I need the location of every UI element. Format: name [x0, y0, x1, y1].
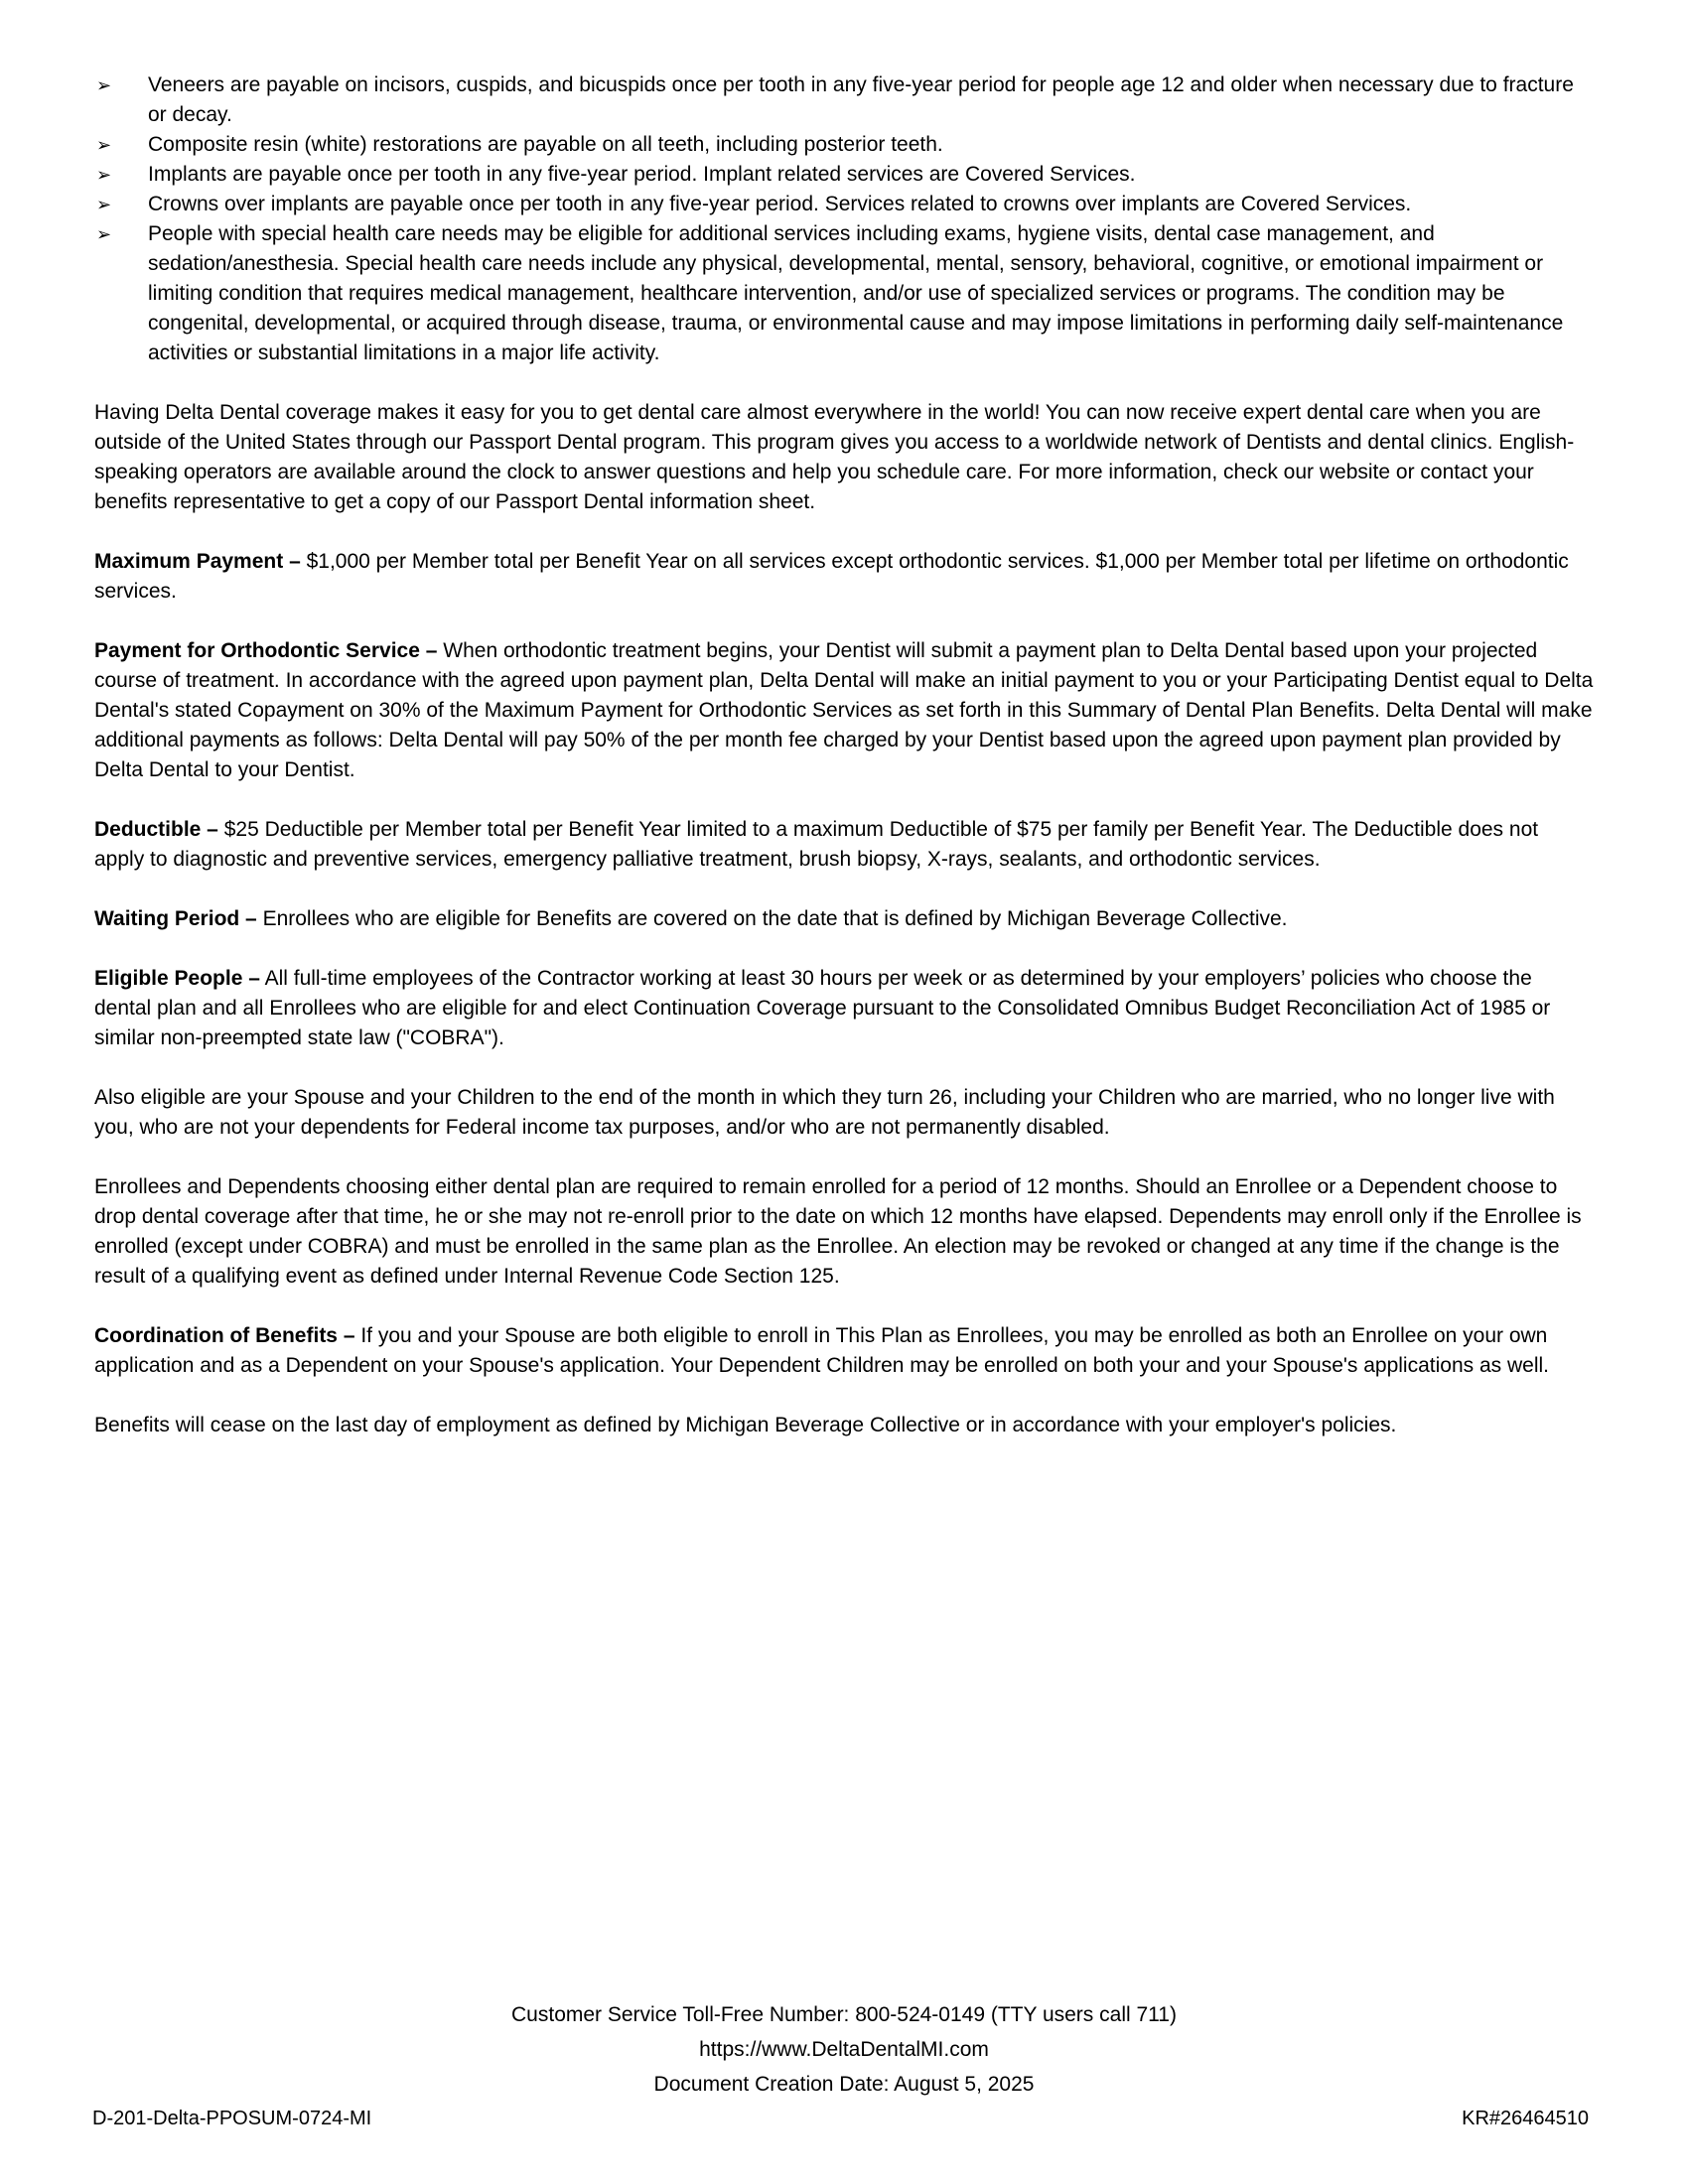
- paragraph-body: Enrollees who are eligible for Benefits are covered on the date that is defined by Michigan Beverage Collective.: [262, 907, 1288, 930]
- arrow-bullet-icon: ➢: [96, 195, 112, 214]
- list-item-composite-resin: [94, 130, 1594, 160]
- bullet-text: People with special health care needs may be eligible for additional services including exams, hygiene visits, dental case management, and sedation/anesthesia. Special health care needs include any physical, developmental, mental, sensory, behavioral, cognitive, or emotional impairment or limiting condition that requires medical management, healthcare intervention, and/or use of specialized services or programs. The condition may be congenital, developmental, or acquired through disease, trauma, or environmental cause and may impose limitations in performing daily self-maintenance activities or substantial limitations in a major life activity.: [148, 222, 1564, 364]
- list-item-special-health-care-needs: [94, 219, 1594, 368]
- paragraph-body: Benefits will cease on the last day of employment as defined by Michigan Beverage Collective or in accordance with your employer's policies.: [94, 1414, 1397, 1436]
- paragraph-lead: Deductible –: [94, 818, 218, 841]
- document-code: D-201-Delta-PPOSUM-0724-MI: [92, 2108, 372, 2129]
- bullet-text: Veneers are payable on incisors, cuspids, and bicuspids once per tooth in any five-year period for people age 12 and older when necessary due to fracture or decay.: [148, 73, 1574, 126]
- paragraph-body: Also eligible are your Spouse and your Children to the end of the month in which they turn 26, including your Children who are married, who no longer live with you, who are not your dependents for Federal income tax purposes, and/or who are not permanently disabled.: [94, 1086, 1555, 1139]
- para-maximum-payment: [94, 547, 1594, 607]
- para-coordination-of-benefits: [94, 1321, 1594, 1381]
- list-item-crowns-over-implants: [94, 190, 1594, 219]
- arrow-bullet-icon: ➢: [96, 75, 112, 95]
- footer-contact-block: [0, 1997, 1688, 2102]
- para-orthodontic-payment: [94, 636, 1594, 785]
- paragraph-body: Having Delta Dental coverage makes it easy for you to get dental care almost everywhere in the world! You can now receive expert dental care when you are outside of the United States through our Passport Dental program. This program gives you access to a worldwide network of Dentists and dental clinics. English-speaking operators are available around the clock to answer questions and help you schedule care. For more information, check our website or contact your benefits representative to get a copy of our Passport Dental information sheet.: [94, 401, 1575, 513]
- kr-number: KR#26464510: [1462, 2108, 1589, 2129]
- paragraph-lead: Coordination of Benefits –: [94, 1324, 355, 1347]
- para-passport-dental: [94, 398, 1594, 517]
- list-item-veneers: [94, 70, 1594, 130]
- paragraph-body: $25 Deductible per Member total per Benefit Year limited to a maximum Deductible of $75 per family per Benefit Year. The Deductible does not apply to diagnostic and preventive services, emergency palliative treatment, brush biopsy, X-rays, sealants, and orthodontic services.: [94, 818, 1539, 871]
- paragraph-body: $1,000 per Member total per Benefit Year on all services except orthodontic services. $1,000 per Member total per lifetime on orthodontic services.: [94, 550, 1569, 603]
- para-waiting-period: [94, 904, 1594, 934]
- paragraph-lead: Eligible People –: [94, 967, 260, 990]
- paragraph-lead: Maximum Payment –: [94, 550, 301, 573]
- para-benefits-cease: [94, 1411, 1594, 1440]
- arrow-bullet-icon: ➢: [96, 224, 112, 244]
- arrow-bullet-icon: ➢: [96, 165, 112, 185]
- arrow-bullet-icon: ➢: [96, 135, 112, 155]
- para-enrollment-period: [94, 1172, 1594, 1292]
- para-eligible-people: [94, 964, 1594, 1053]
- customer-service-line: Customer Service Toll-Free Number: 800-524-0149 (TTY users call 711): [511, 2003, 1177, 2026]
- bullet-text: Crowns over implants are payable once per tooth in any five-year period. Services related to crowns over implants are Covered Services.: [148, 193, 1412, 215]
- paragraph-lead: Waiting Period –: [94, 907, 257, 930]
- paragraph-body: If you and your Spouse are both eligible to enroll in This Plan as Enrollees, you may be enrolled as both an Enrollee on your own application and as a Dependent on your Spouse's application. Your Dependent Children may be enrolled on both your and your Spouse's applications as well.: [94, 1324, 1549, 1377]
- paragraph-body: Enrollees and Dependents choosing either dental plan are required to remain enrolled for a period of 12 months. Should an Enrollee or a Dependent choose to drop dental coverage after that time, he or she may not re-enroll prior to the date on which 12 months have elapsed. Dependents may enroll only if the Enrollee is enrolled (except under COBRA) and must be enrolled in the same plan as the Enrollee. An election may be revoked or changed at any time if the change is the result of a qualifying event as defined under Internal Revenue Code Section 125.: [94, 1175, 1582, 1288]
- footer-id-row: [92, 2107, 1589, 2130]
- paragraph-body: All full-time employees of the Contractor working at least 30 hours per week or as determined by your employers’ policies who choose the dental plan and all Enrollees who are eligible for and elect Continuation Coverage pursuant to the Consolidated Omnibus Budget Reconciliation Act of 1985 or similar non-preempted state law ("COBRA").: [94, 967, 1551, 1049]
- para-also-eligible: [94, 1083, 1594, 1143]
- paragraph-body: When orthodontic treatment begins, your Dentist will submit a payment plan to Delta Dental based upon your projected course of treatment. In accordance with the agreed upon payment plan, Delta Dental will make an initial payment to you or your Participating Dentist equal to Delta Dental's stated Copayment on 30% of the Maximum Payment for Orthodontic Services as set forth in this Summary of Dental Plan Benefits. Delta Dental will make additional payments as follows: Delta Dental will pay 50% of the per month fee charged by your Dentist based upon the agreed upon payment plan provided by Delta Dental to your Dentist.: [94, 639, 1594, 781]
- creation-date-line: Document Creation Date: August 5, 2025: [653, 2073, 1035, 2096]
- document-body: [94, 70, 1594, 1440]
- benefits-bullet-list: [94, 70, 1594, 368]
- bullet-text: Composite resin (white) restorations are payable on all teeth, including posterior teeth.: [148, 133, 943, 156]
- paragraph-lead: Payment for Orthodontic Service –: [94, 639, 438, 662]
- list-item-implants: [94, 160, 1594, 190]
- bullet-text: Implants are payable once per tooth in any five-year period. Implant related services are Covered Services.: [148, 163, 1136, 186]
- para-deductible: [94, 815, 1594, 875]
- website-url: https://www.DeltaDentalMI.com: [699, 2038, 989, 2061]
